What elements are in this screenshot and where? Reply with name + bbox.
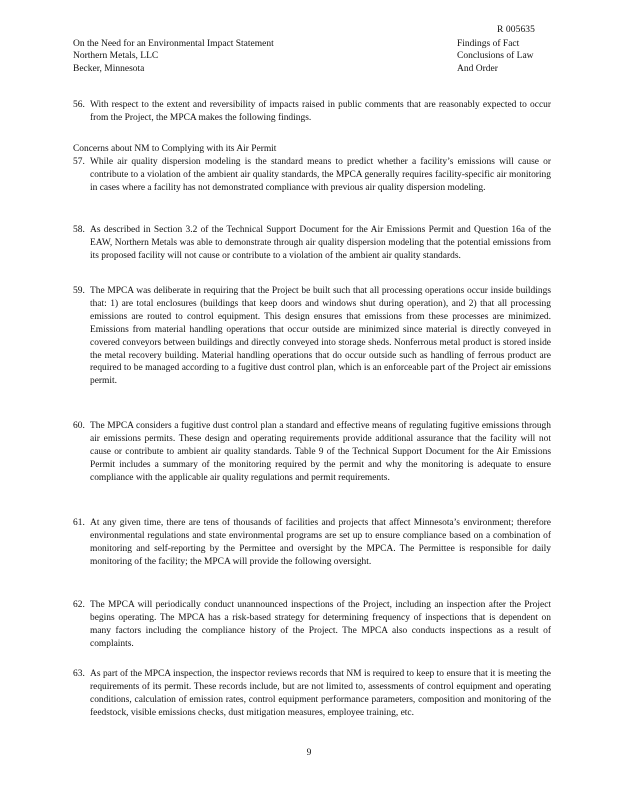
header-left-line: Northern Metals, LLC bbox=[73, 51, 159, 62]
paragraph-number: 59. bbox=[73, 286, 85, 296]
paragraph-text: With respect to the extent and reversibility of impacts raised in public comments that are reasonably expected to occur from the Project, the MPCA makes the following findings. bbox=[90, 100, 551, 123]
paragraph-text: While air quality dispersion modeling is the standard means to predict whether a facility’s emissions will cause or contribute to a violation of the ambient air quality standards, the MPCA generally requires facility-specific air monitoring in cases where a facility has not demonstrated compliance with previous air quality dispersion modeling. bbox=[90, 157, 551, 193]
header-left-line: On the Need for an Environmental Impact Statement bbox=[73, 39, 274, 49]
paragraph-58 bbox=[73, 224, 551, 263]
paragraph-number: 63. bbox=[73, 669, 85, 679]
paragraph-60 bbox=[73, 420, 551, 485]
paragraph-61 bbox=[73, 517, 551, 569]
paragraph-number: 61. bbox=[73, 518, 85, 528]
paragraph-57 bbox=[73, 156, 551, 195]
header-right-line: And Order bbox=[457, 63, 498, 74]
paragraph-text: At any given time, there are tens of thousands of facilities and projects that affect Minnesota’s environment; therefore environmental regulations and state environmental programs are set up to ensure compliance based on a combination of monitoring and self-reporting by the Permittee and oversight by the MPCA. The Permittee is responsible for daily monitoring of the facility; the MPCA will provide the following oversight. bbox=[90, 518, 551, 567]
section-heading: Concerns about NM to Complying with its Air Permit bbox=[73, 144, 277, 154]
header-right-line: Findings of Fact bbox=[457, 39, 520, 49]
paragraph-text: The MPCA considers a fugitive dust control plan a standard and effective means of regulating fugitive emissions through air emissions permits. These design and operating requirements provide additional assurance that the facility will not cause or contribute to ambient air quality standards. Table 9 of the Technical Support Document for the Air Emissions Permit includes a summary of the monitoring required by the permit and why the monitoring is adequate to ensure compliance with the applicable air quality regulations and permit requirements. bbox=[90, 421, 551, 483]
paragraph-number: 60. bbox=[73, 421, 85, 431]
paragraph-text: As part of the MPCA inspection, the inspector reviews records that NM is required to keep to ensure that it is meeting the requirements of its permit. These records include, but are not limited to, assessments of control equipment and operating conditions, calculation of emission rates, control equipment performance parameters, composition and monitoring of the feedstock, visible emissions checks, dust mitigation measures, employee training, etc. bbox=[90, 669, 551, 718]
paragraph-number: 56. bbox=[73, 100, 85, 110]
paragraph-text: As described in Section 3.2 of the Technical Support Document for the Air Emissions Permit and Question 16a of the EAW, Northern Metals was able to demonstrate through air quality dispersion modeling that the potential emissions from its proposed facility will not cause or contribute to a violation of the ambient air quality standards. bbox=[90, 225, 551, 261]
paragraph-number: 62. bbox=[73, 600, 85, 610]
bates-number: R 005635 bbox=[497, 25, 536, 35]
header-left bbox=[73, 38, 274, 75]
paragraph-56 bbox=[73, 99, 551, 125]
paragraph-number: 57. bbox=[73, 157, 85, 167]
paragraph-number: 58. bbox=[73, 225, 85, 235]
header-right-line: Conclusions of Law bbox=[457, 51, 534, 62]
paragraph-59 bbox=[73, 285, 551, 388]
paragraph-text: The MPCA will periodically conduct unannounced inspections of the Project, including an inspection after the Project begins operating. The MPCA has a risk-based strategy for determining frequency of inspections that is dependent on many factors including the compliance history of the Project. The MPCA also conducts inspections as a result of complaints. bbox=[90, 600, 551, 649]
paragraph-text: The MPCA was deliberate in requiring that the Project be built such that all processing operations occur inside buildings that: 1) are total enclosures (buildings that keep doors and windows shut during operation), and 2) that all processing emissions are routed to control equipment. This design ensures that emissions from these processes are minimized. Emissions from material handling operations that occur outside are minimized since material is directly conveyed in covered conveyors between buildings and directly conveyed into storage sheds. Nonferrous metal product is stored inside the metal recovery building. Material handling operations that do occur outside such as handling of ferrous product are required to be managed according to a fugitive dust control plan, which is an enforceable part of the Project air emissions permit. bbox=[90, 286, 551, 387]
page-number: 9 bbox=[306, 748, 312, 758]
header-left-line: Becker, Minnesota bbox=[73, 63, 145, 74]
paragraph-62 bbox=[73, 599, 551, 651]
paragraph-63 bbox=[73, 668, 551, 720]
header-right bbox=[457, 38, 534, 75]
